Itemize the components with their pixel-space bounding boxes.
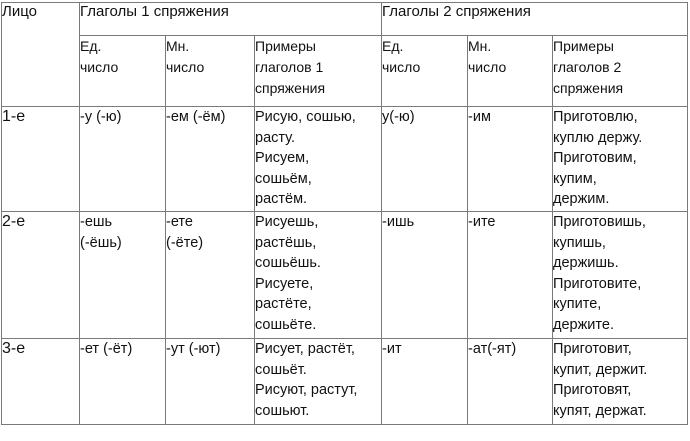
cell-examples-2 xyxy=(553,339,688,425)
cell-examples-2 xyxy=(553,212,688,339)
header-line: глаголов 1 xyxy=(255,59,324,75)
cell-sing-2 xyxy=(382,212,468,339)
cell-plur-2 xyxy=(468,107,553,212)
cell-line: -ат(-ят) xyxy=(468,341,517,357)
cell-line: купите, xyxy=(553,296,602,312)
cell-sing-1 xyxy=(80,107,166,212)
table-row xyxy=(2,339,688,425)
header-row-sub xyxy=(2,36,688,107)
cell-sing-1 xyxy=(80,339,166,425)
header-line: Ед. xyxy=(80,38,102,54)
cell-line: Рисуете, xyxy=(255,275,314,292)
header-plur-2 xyxy=(468,36,553,107)
header-line: число xyxy=(468,59,507,75)
cell-line: Приготовишь, xyxy=(553,214,646,230)
cell-line: Приготовим, xyxy=(553,150,637,166)
header-plur-1 xyxy=(166,36,255,107)
header-line: глаголов 2 xyxy=(553,59,622,75)
cell-line: купим, xyxy=(553,170,597,187)
cell-line: -ишь xyxy=(382,214,415,230)
cell-line: держим. xyxy=(553,191,610,207)
header-sing-1 xyxy=(80,36,166,107)
cell-line: сошьёт. xyxy=(255,361,307,378)
cell-line: -у (-ю) xyxy=(80,109,122,125)
cell-line: Рисуют, растут, xyxy=(255,382,358,398)
header-line: спряжения xyxy=(553,80,624,96)
header-examples-2 xyxy=(553,36,688,107)
cell-plur-2 xyxy=(468,212,553,339)
cell-line: растёте, xyxy=(255,296,312,312)
cell-plur-1 xyxy=(166,107,255,212)
cell-examples-1 xyxy=(255,339,382,425)
cell-sing-2 xyxy=(382,107,468,212)
cell-line: -ешь xyxy=(80,214,113,230)
cell-line: -ите xyxy=(468,214,496,230)
header-row-groups xyxy=(2,3,688,36)
header-line: число xyxy=(80,59,119,75)
cell-examples-2 xyxy=(553,107,688,212)
header-line: Примеры xyxy=(255,38,316,54)
cell-line: Рисуешь, xyxy=(255,214,319,230)
header-line: Ед. xyxy=(382,38,404,54)
cell-line: Приготовлю, xyxy=(553,109,638,125)
header-person: Лицо xyxy=(2,3,80,107)
cell-sing-2 xyxy=(382,339,468,425)
cell-line: растём. xyxy=(255,191,308,207)
cell-line: держишь. xyxy=(553,255,619,271)
cell-line: -ут (-ют) xyxy=(166,341,221,357)
cell-sing-1 xyxy=(80,212,166,339)
header-group-2: Глаголы 2 спряжения xyxy=(382,3,688,36)
table-row xyxy=(2,107,688,212)
cell-line: Приготовят, xyxy=(553,382,632,398)
cell-line: Рисуем, xyxy=(255,150,310,166)
conjugation-table xyxy=(1,2,688,425)
header-line: Мн. xyxy=(166,38,190,54)
cell-line: у(-ю) xyxy=(382,109,415,125)
cell-plur-1 xyxy=(166,339,255,425)
row-person: 3-е xyxy=(2,339,80,425)
cell-line: Рисую, сошью, xyxy=(255,109,356,125)
header-line: спряжения xyxy=(255,80,326,96)
cell-line: Рисует, растёт, xyxy=(255,341,355,357)
cell-line: (-ёшь) xyxy=(80,234,122,251)
cell-plur-1 xyxy=(166,212,255,339)
cell-examples-1 xyxy=(255,107,382,212)
cell-line: держите. xyxy=(553,316,614,333)
header-line: число xyxy=(166,59,205,75)
cell-line: Приготовит, xyxy=(553,341,632,357)
cell-line: купишь, xyxy=(553,234,606,251)
cell-line: -ит xyxy=(382,341,402,357)
cell-line: -ете xyxy=(166,214,193,230)
header-sing-2 xyxy=(382,36,468,107)
header-line: число xyxy=(382,59,421,75)
header-group-1: Глаголы 1 спряжения xyxy=(80,3,382,36)
cell-line: -ет (-ёт) xyxy=(80,341,133,357)
cell-line: сошьют. xyxy=(255,402,310,419)
cell-examples-1 xyxy=(255,212,382,339)
table-row xyxy=(2,212,688,339)
cell-line: купят, держат. xyxy=(553,402,647,419)
header-line: Примеры xyxy=(553,38,614,54)
cell-line: куплю держу. xyxy=(553,129,643,146)
cell-line: сошьём, xyxy=(255,170,312,187)
cell-line: -ем (-ём) xyxy=(166,109,226,125)
cell-line: расту. xyxy=(255,129,296,146)
cell-line: сошьёшь. xyxy=(255,255,321,271)
header-examples-1 xyxy=(255,36,382,107)
header-line: Мн. xyxy=(468,38,492,54)
cell-line: Приготовите, xyxy=(553,275,642,292)
cell-line: (-ёте) xyxy=(166,234,204,251)
cell-line: -им xyxy=(468,109,491,125)
cell-line: купит, держит. xyxy=(553,361,648,378)
cell-line: сошьёте. xyxy=(255,316,317,333)
row-person: 1-е xyxy=(2,107,80,212)
cell-line: растёшь, xyxy=(255,234,317,251)
row-person: 2-е xyxy=(2,212,80,339)
cell-plur-2 xyxy=(468,339,553,425)
